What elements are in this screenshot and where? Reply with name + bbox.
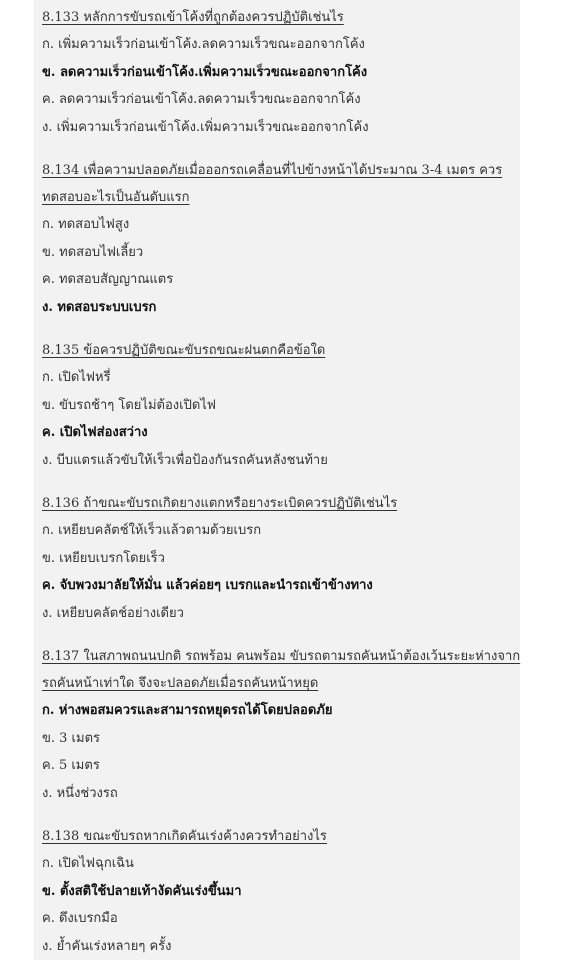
option-a: ก. เปิดไฟหรี่ — [42, 370, 111, 385]
option-d: ง. เหยียบคลัตช์อย่างเดียว — [42, 605, 184, 621]
option-d: ง. บีบแตรแล้วขับให้เร็วเพื่อป้องกันรถคันหลังชนท้าย — [42, 452, 328, 468]
option-d: ง. ย้ำคันเร่งหลายๆ ครั้ง — [42, 938, 172, 954]
question-title: 8.133 หลักการขับรถเข้าโค้งที่ถูกต้องควรปฏิบัติเช่นไร — [42, 10, 344, 25]
option-a: ก. เปิดไฟฉุกเฉิน — [42, 856, 134, 871]
option-b-correct: ข. ตั้งสติใช้ปลายเท้างัดคันเร่งขึ้นมา — [42, 883, 242, 899]
option-c: ค. ดึงเบรกมือ — [42, 911, 118, 926]
spacer — [42, 627, 522, 643]
quiz-document — [42, 4, 522, 960]
option-d: ง. หนึ่งช่วงรถ — [42, 785, 118, 801]
option-d: ง. เพิ่มความเร็วก่อนเข้าโค้ง.เพิ่มความเร็วขณะออกจากโค้ง — [42, 119, 369, 135]
question-title: 8.136 ถ้าขณะขับรถเกิดยางแตกหรือยางระเบิดควรปฏิบัติเช่นไร — [42, 496, 398, 511]
spacer — [42, 474, 522, 490]
question-8-134 — [42, 157, 522, 321]
option-c-correct: ค. จับพวงมาลัยให้มั่น แล้วค่อยๆ เบรกและนำรถเข้าข้างทาง — [42, 578, 373, 593]
question-title: 8.137 ในสภาพถนนปกติ รถพร้อม คนพร้อม ขับรถตามรถคันหน้าต้องเว้นระยะห่างจากรถคันหน้าเท่าใด จึงจะปลอดภัยเมื่อรถคันหน้าหยุด — [42, 649, 521, 691]
option-a: ก. เหยียบคลัตช์ให้เร็วแล้วตามด้วยเบรก — [42, 523, 262, 538]
option-a: ก. ทดสอบไฟสูง — [42, 217, 130, 232]
option-c: ค. ลดความเร็วก่อนเข้าโค้ง.ลดความเร็วขณะออกจากโค้ง — [42, 92, 361, 107]
option-d-correct: ง. ทดสอบระบบเบรก — [42, 299, 157, 315]
question-8-135 — [42, 337, 522, 474]
option-c: ค. ทดสอบสัญญาณแตร — [42, 272, 174, 287]
spacer — [42, 321, 522, 337]
option-a-correct: ก. ห่างพอสมควรและสามารถหยุดรถได้โดยปลอดภัย — [42, 703, 333, 718]
spacer — [42, 141, 522, 157]
option-a: ก. เพิ่มความเร็วก่อนเข้าโค้ง.ลดความเร็วขณะออกจากโค้ง — [42, 37, 365, 52]
option-c: ค. 5 เมตร — [42, 758, 100, 773]
spacer — [42, 807, 522, 823]
question-title: 8.138 ขณะขับรถหากเกิดคันเร่งค้างควรทำอย่างไร — [42, 829, 327, 844]
question-8-138 — [42, 823, 522, 960]
question-title: 8.134 เพื่อความปลอดภัยเมื่อออกรถเคลื่อนที่ไปข้างหน้าได้ประมาณ 3-4 เมตร ควรทดสอบอะไรเป็นอันดับแรก — [42, 163, 503, 205]
question-title: 8.135 ข้อควรปฏิบัติขณะขับรถขณะฝนตกคือข้อใด — [42, 343, 326, 358]
option-c-correct: ค. เปิดไฟส่องสว่าง — [42, 425, 148, 440]
question-8-137 — [42, 643, 522, 807]
option-b-correct: ข. ลดความเร็วก่อนเข้าโค้ง.เพิ่มความเร็วขณะออกจากโค้ง — [42, 64, 368, 80]
question-8-133 — [42, 4, 522, 141]
option-b: ข. ทดสอบไฟเลี้ยว — [42, 244, 144, 260]
option-b: ข. เหยียบเบรกโดยเร็ว — [42, 550, 165, 566]
question-8-136 — [42, 490, 522, 627]
option-b: ข. ขับรถช้าๆ โดยไม่ต้องเปิดไฟ — [42, 397, 217, 413]
option-b: ข. 3 เมตร — [42, 730, 100, 746]
